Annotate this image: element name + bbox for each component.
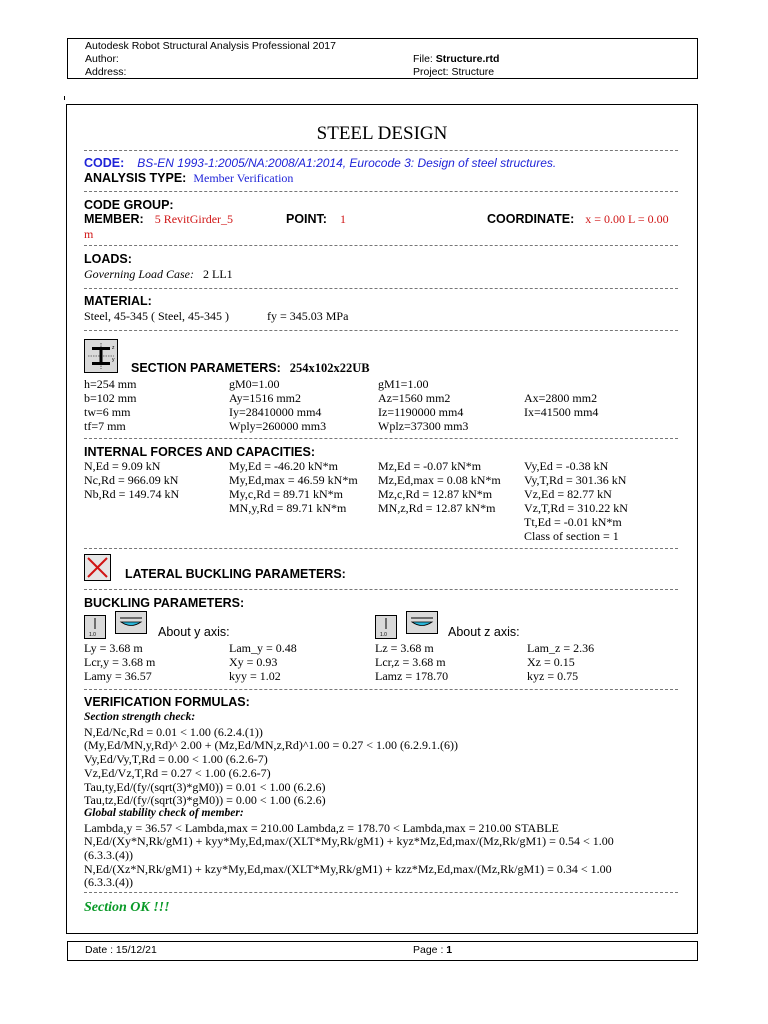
point-value: 1 <box>339 212 346 226</box>
formula-line: N,Ed/(Xy*N,Rk/gM1) + kyy*My,Ed,max/(XLT*My,Rk/gM1) + kyz*Mz,Ed,max/(Mz,Rk/gM1) = 0.54 < 1.00 <box>84 834 614 849</box>
formula-line: (6.3.3.(4)) <box>84 875 133 890</box>
formula-line: Tau,ty,Ed/(fy/(sqrt(3)*gM0)) = 0.01 < 1.00 (6.2.6) <box>84 779 326 794</box>
member-value: 5 RevitGirder_5 <box>154 212 234 226</box>
section-property: Wplz=37300 mm3 <box>378 419 469 433</box>
force-value: Tt,Ed = -0.01 kN*m <box>524 515 622 529</box>
separator <box>84 548 678 549</box>
code-label: CODE: <box>84 156 125 170</box>
factor-text: 1.0 <box>380 632 387 638</box>
force-value: MN,y,Rd = 89.71 kN*m <box>229 501 347 515</box>
code-value: BS-EN 1993-1:2005/NA:2008/A1:2014, Eurocode 3: Design of steel structures. <box>137 156 557 170</box>
file-info <box>413 53 499 65</box>
separator <box>84 288 678 289</box>
section-property: Az=1560 mm2 <box>378 391 451 405</box>
point-label: POINT: <box>286 212 327 226</box>
formula-heading: Global stability check of member: <box>84 806 244 819</box>
force-value: Vz,T,Rd = 310.22 kN <box>524 501 628 515</box>
section-heading <box>131 361 370 376</box>
member-line <box>84 212 233 227</box>
forces-label: INTERNAL FORCES AND CAPACITIES: <box>84 445 316 459</box>
load-case-line <box>84 267 233 282</box>
analysis-line <box>84 171 293 186</box>
buckling-value: Xy = 0.93 <box>229 655 278 669</box>
page-num: 1 <box>446 944 453 956</box>
buckling-label: BUCKLING PARAMETERS: <box>84 596 245 610</box>
code-line <box>84 156 556 171</box>
section-property: tw=6 mm <box>84 405 131 419</box>
section-property: Ix=41500 mm4 <box>524 405 599 419</box>
separator <box>84 438 678 439</box>
buckling-value: Lcr,y = 3.68 m <box>84 655 156 669</box>
buckling-length-icon <box>375 615 397 639</box>
separator <box>84 150 678 151</box>
force-value: My,Ed,max = 46.59 kN*m <box>229 473 358 487</box>
section-property: Wply=260000 mm3 <box>229 419 327 433</box>
analysis-value: Member Verification <box>193 171 294 185</box>
formula-line: Vy,Ed/Vy,T,Rd = 0.00 < 1.00 (6.2.6-7) <box>84 752 268 767</box>
steel-design-report <box>66 104 698 934</box>
load-case-value: 2 LL1 <box>203 267 233 281</box>
formula-line: Lambda,y = 36.57 < Lambda,max = 210.00 Lambda,z = 178.70 < Lambda,max = 210.00 STABLE <box>84 820 559 835</box>
force-value: Nb,Rd = 149.74 kN <box>84 487 180 501</box>
section-property: Iy=28410000 mm4 <box>229 405 322 419</box>
coordinate-value: x = 0.00 L = 0.00 <box>585 212 669 226</box>
section-property: h=254 mm <box>84 377 137 391</box>
buckling-value: Xz = 0.15 <box>527 655 575 669</box>
separator <box>84 245 678 246</box>
date-text: Date : 15/12/21 <box>85 944 157 956</box>
i-section-icon <box>84 339 118 373</box>
member-label: MEMBER: <box>84 212 144 226</box>
formula-heading: Section strength check: <box>84 711 196 723</box>
report-title: STEEL DESIGN <box>316 123 448 144</box>
file-label: File: <box>413 53 433 65</box>
page-number <box>413 944 452 956</box>
address-label: Address: <box>85 66 127 78</box>
buckling-value: Ly = 3.68 m <box>84 641 143 655</box>
section-label: SECTION PARAMETERS: <box>131 361 281 375</box>
separator <box>84 589 678 590</box>
load-case-label: Governing Load Case: <box>84 267 194 281</box>
page-label: Page : <box>413 944 444 956</box>
formula-line: N,Ed/Nc,Rd = 0.01 < 1.00 (6.2.4.(1)) <box>84 724 263 739</box>
svg-text:y: y <box>112 357 115 363</box>
section-property: Ay=1516 mm2 <box>229 391 301 405</box>
coordinate-label: COORDINATE: <box>487 212 575 226</box>
force-value: Mz,c,Rd = 12.87 kN*m <box>378 487 493 501</box>
yield-strength: fy = 345.03 MPa <box>267 309 349 323</box>
force-value: N,Ed = 9.09 kN <box>84 459 161 473</box>
force-value: Mz,Ed = -0.07 kN*m <box>378 459 482 473</box>
buckling-mode-icon <box>115 611 147 634</box>
buckling-value: Lcr,z = 3.68 m <box>375 655 446 669</box>
formula-line: (My,Ed/MN,y,Rd)^ 2.00 + (Mz,Ed/MN,z,Rd)^1.00 = 0.27 < 1.00 (6.2.9.1.(6)) <box>84 738 458 753</box>
section-property: gM1=1.00 <box>378 377 429 391</box>
loads-label: LOADS: <box>84 252 132 266</box>
buckling-value: Lam_z = 2.36 <box>527 641 595 655</box>
file-name: Structure.rtd <box>435 53 500 65</box>
force-value: Class of section = 1 <box>524 529 619 543</box>
force-value: MN,z,Rd = 12.87 kN*m <box>378 501 496 515</box>
force-value: My,c,Rd = 89.71 kN*m <box>229 487 343 501</box>
material-label: MATERIAL: <box>84 294 152 308</box>
separator <box>84 191 678 192</box>
buckling-length-icon <box>84 615 106 639</box>
section-property: Iz=1190000 mm4 <box>378 405 464 419</box>
force-value: Mz,Ed,max = 0.08 kN*m <box>378 473 501 487</box>
formula-line: Tau,tz,Ed/(fy/(sqrt(3)*gM0)) = 0.00 < 1.00 (6.2.6) <box>84 793 326 808</box>
lateral-buckling-label: LATERAL BUCKLING PARAMETERS: <box>125 567 346 581</box>
not-applicable-icon <box>84 554 111 581</box>
section-property: b=102 mm <box>84 391 137 405</box>
force-value: My,Ed = -46.20 kN*m <box>229 459 338 473</box>
section-ok-status: Section OK !!! <box>84 900 170 915</box>
about-y-label: About y axis: <box>158 625 230 639</box>
project-name: Project: Structure <box>413 66 495 78</box>
point-line <box>286 212 346 227</box>
buckling-value: Lamz = 178.70 <box>375 669 449 683</box>
buckling-value: kyy = 1.02 <box>229 669 281 683</box>
coordinate-unit: m <box>84 227 94 241</box>
buckling-mode-icon <box>406 611 438 634</box>
force-value: Nc,Rd = 966.09 kN <box>84 473 179 487</box>
app-name: Autodesk Robot Structural Analysis Professional 2017 <box>85 40 336 52</box>
separator <box>84 892 678 893</box>
about-z-label: About z axis: <box>448 625 520 639</box>
svg-text:z: z <box>112 345 115 351</box>
buckling-value: Lz = 3.68 m <box>375 641 434 655</box>
section-name: 254x102x22UB <box>289 361 370 375</box>
report-footer <box>67 941 698 961</box>
formula-line: N,Ed/(Xz*N,Rk/gM1) + kzy*My,Ed,max/(XLT*My,Rk/gM1) + kzz*Mz,Ed,max/(Mz,Rk/gM1) = 0.34 < 1.00 <box>84 861 612 876</box>
analysis-label: ANALYSIS TYPE: <box>84 171 187 185</box>
formula-line: (6.3.3.(4)) <box>84 848 133 862</box>
report-header <box>67 38 698 79</box>
formula-line: Vz,Ed/Vz,T,Rd = 0.27 < 1.00 (6.2.6-7) <box>84 765 271 780</box>
force-value: Vz,Ed = 82.77 kN <box>524 487 612 501</box>
section-property: Ax=2800 mm2 <box>524 391 598 405</box>
separator <box>84 330 678 331</box>
section-property: gM0=1.00 <box>229 377 280 391</box>
code-group-label: CODE GROUP: <box>84 198 174 212</box>
force-value: Vy,T,Rd = 301.36 kN <box>524 473 627 487</box>
author-label: Author: <box>85 53 119 65</box>
factor-text: 1.0 <box>89 632 96 638</box>
buckling-value: Lam_y = 0.48 <box>229 641 297 655</box>
force-value: Vy,Ed = -0.38 kN <box>524 459 609 473</box>
verification-label: VERIFICATION FORMULAS: <box>84 695 250 709</box>
coordinate-line <box>487 212 669 227</box>
material-value: Steel, 45-345 ( Steel, 45-345 ) <box>84 309 229 323</box>
buckling-value: Lamy = 36.57 <box>84 669 152 683</box>
section-property: tf=7 mm <box>84 419 126 433</box>
buckling-value: kyz = 0.75 <box>527 669 579 683</box>
margin-mark <box>64 96 65 100</box>
separator <box>84 689 678 690</box>
